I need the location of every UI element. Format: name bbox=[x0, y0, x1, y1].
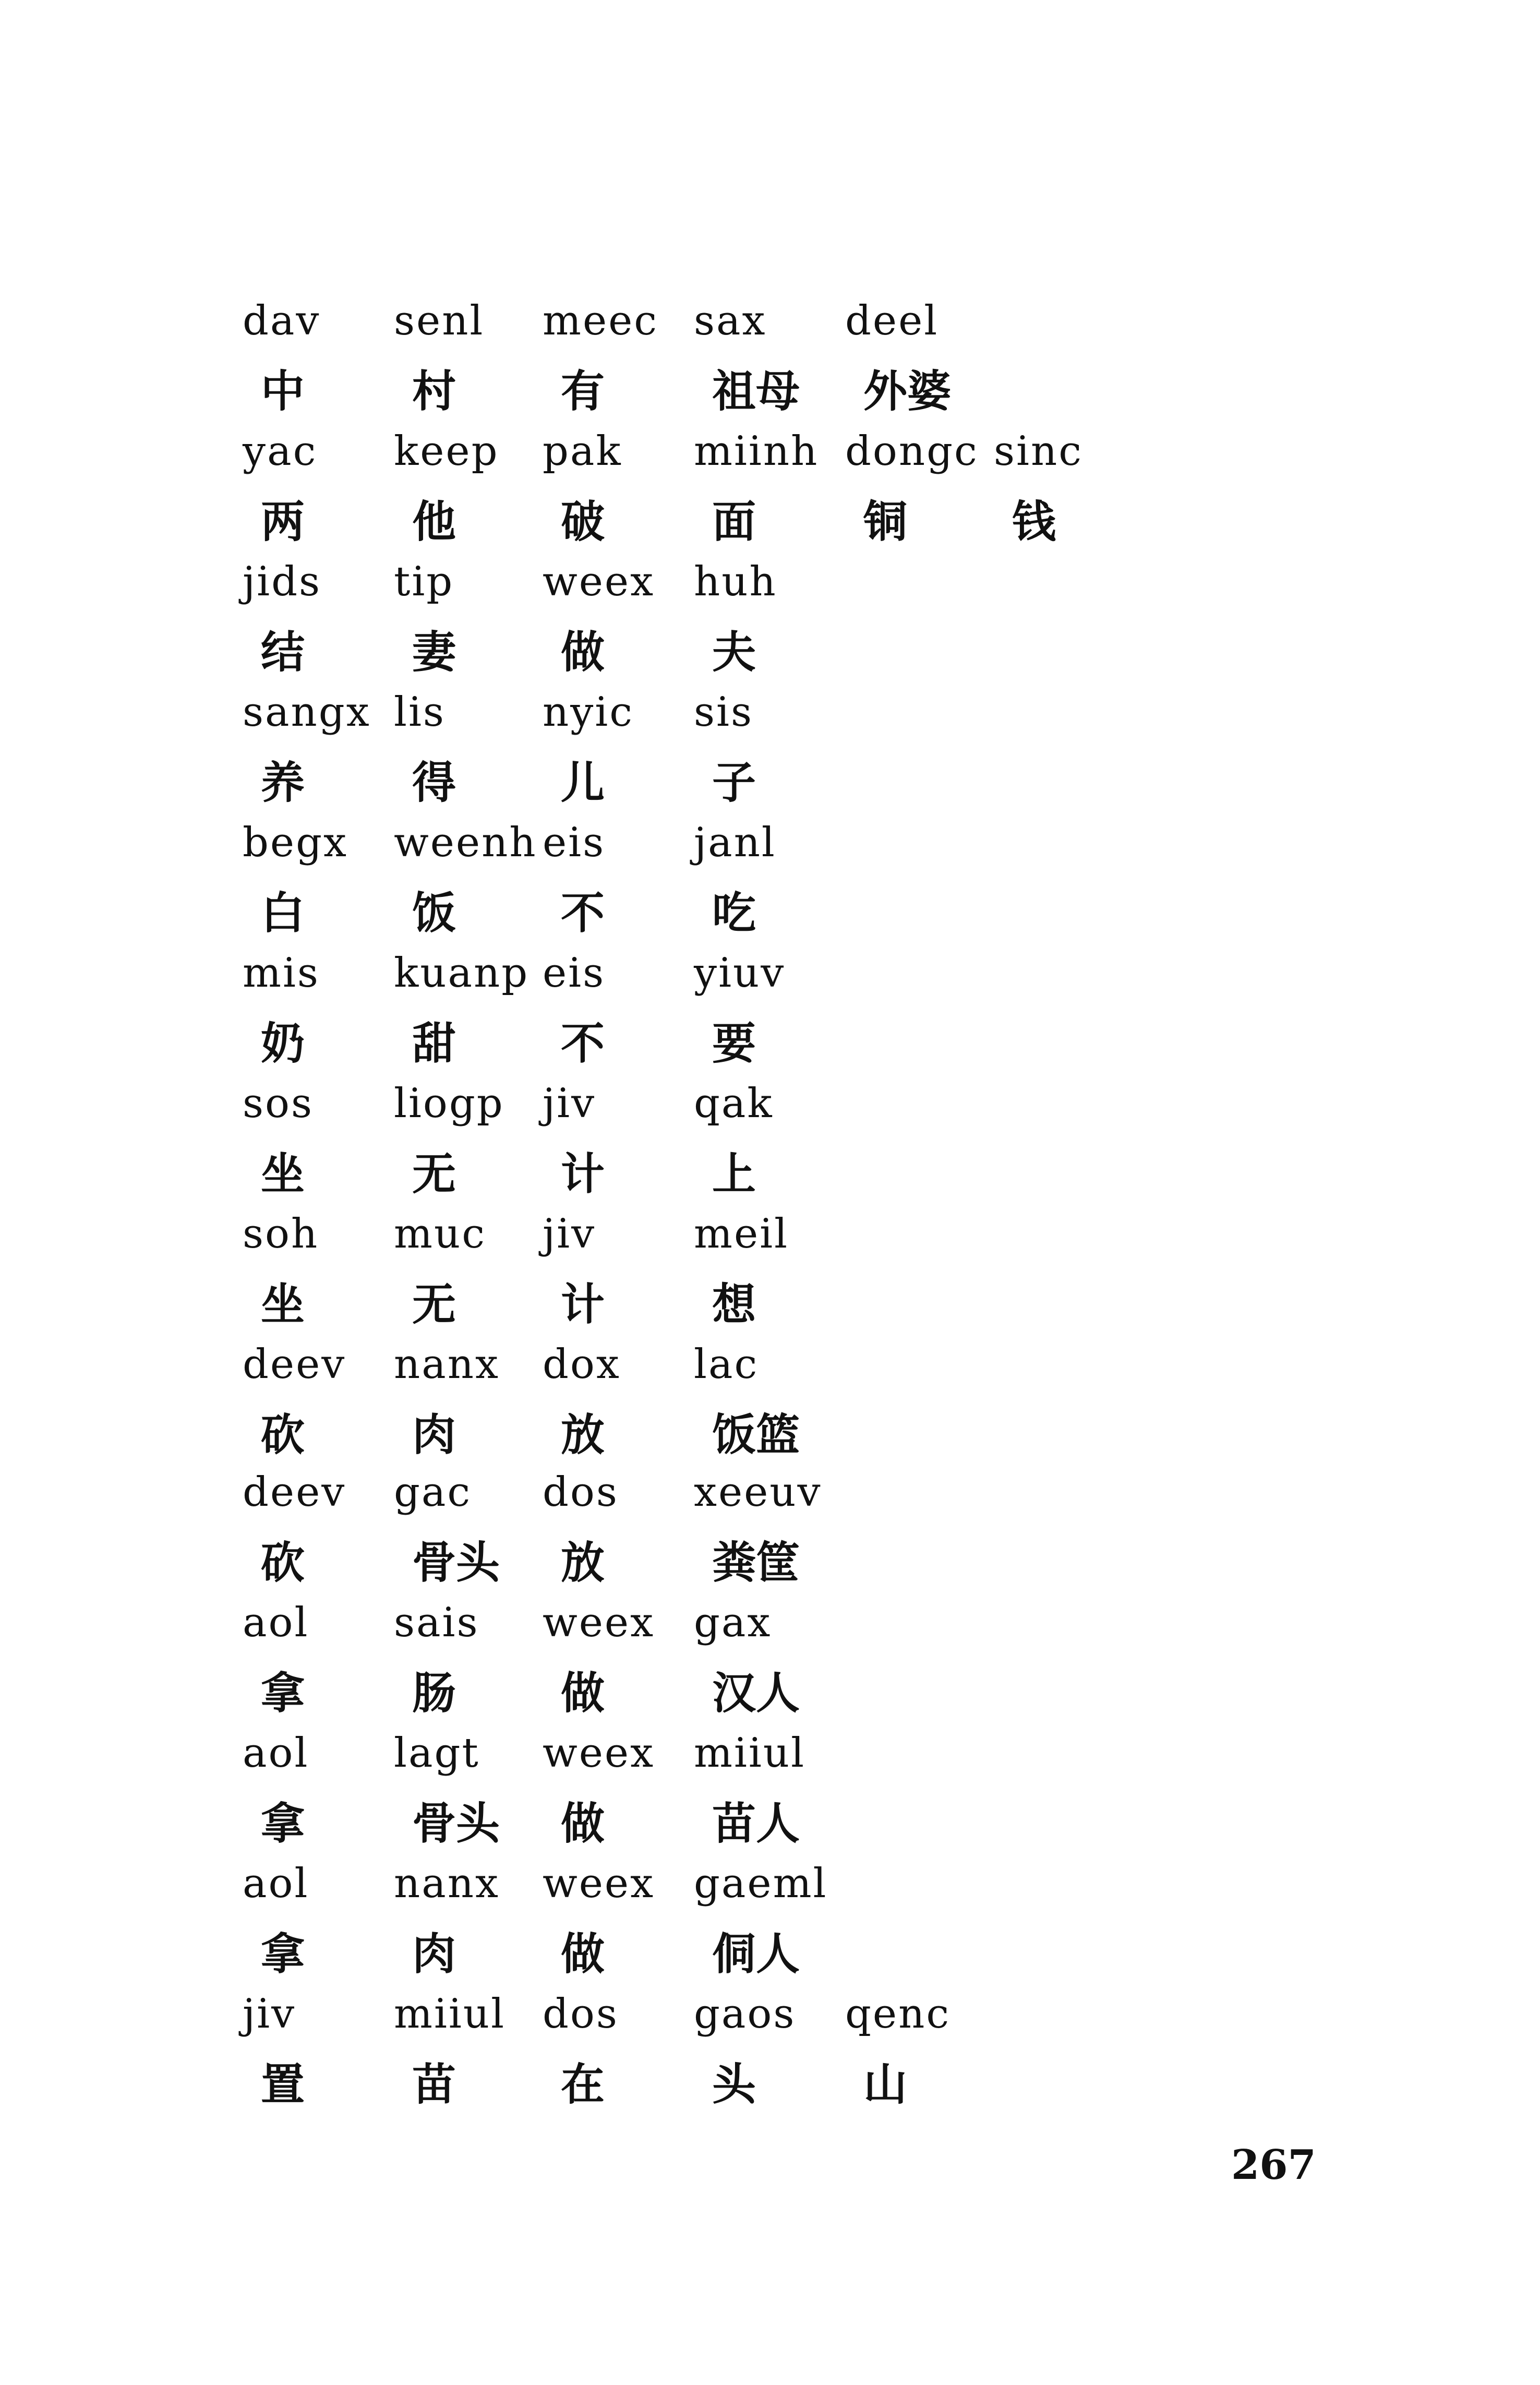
hanzi-gloss: 苗人 bbox=[712, 1798, 800, 1849]
hanzi-gloss: 养 bbox=[261, 757, 305, 808]
romanized-word: jiv bbox=[243, 1991, 296, 2038]
hanzi-gloss: 骨头 bbox=[412, 1537, 500, 1588]
hanzi-gloss: 计 bbox=[561, 1148, 605, 1200]
hanzi-gloss: 头 bbox=[712, 2059, 756, 2110]
romanized-word: nyic bbox=[543, 689, 634, 736]
hanzi-gloss: 拿 bbox=[261, 1668, 305, 1719]
romanized-word: jiv bbox=[543, 1211, 596, 1257]
hanzi-gloss: 做 bbox=[561, 1798, 605, 1849]
hanzi-gloss: 山 bbox=[863, 2059, 908, 2110]
hanzi-gloss: 苗 bbox=[412, 2059, 456, 2110]
romanized-word: nanx bbox=[394, 1860, 500, 1907]
romanized-word: miinh bbox=[694, 428, 819, 475]
romanized-word: begx bbox=[243, 819, 348, 866]
romanized-word: lagt bbox=[394, 1730, 480, 1777]
romanized-word: weenh bbox=[394, 819, 537, 866]
hanzi-gloss: 不 bbox=[561, 1018, 605, 1069]
hanzi-gloss: 破 bbox=[561, 496, 605, 547]
romanized-word: miiul bbox=[694, 1730, 806, 1777]
page-number: 267 bbox=[1231, 2141, 1316, 2189]
romanized-word: weex bbox=[543, 1860, 655, 1907]
romanized-line bbox=[0, 1325, 1540, 1404]
romanized-word: tip bbox=[394, 558, 454, 605]
romanized-word: sais bbox=[394, 1599, 479, 1646]
hanzi-gloss: 村 bbox=[412, 366, 456, 417]
hanzi-gloss: 要 bbox=[712, 1018, 756, 1069]
hanzi-gloss: 在 bbox=[561, 2059, 605, 2110]
hanzi-gloss: 无 bbox=[412, 1148, 456, 1200]
romanized-word: weex bbox=[543, 1730, 655, 1777]
hanzi-gloss: 面 bbox=[712, 496, 756, 547]
hanzi-gloss: 放 bbox=[561, 1409, 605, 1460]
romanized-word: gax bbox=[694, 1599, 772, 1646]
romanized-word: deev bbox=[243, 1469, 346, 1516]
romanized-line bbox=[0, 543, 1540, 621]
hanzi-gloss: 做 bbox=[561, 1668, 605, 1719]
romanized-word: xeeuv bbox=[694, 1469, 822, 1516]
romanized-line bbox=[0, 1714, 1540, 1792]
romanized-line bbox=[0, 934, 1540, 1012]
hanzi-gloss: 夫 bbox=[712, 627, 756, 678]
hanzi-gloss: 白 bbox=[261, 888, 305, 939]
romanized-word: eis bbox=[543, 950, 606, 997]
romanized-line bbox=[0, 1453, 1540, 1531]
hanzi-gloss: 拿 bbox=[261, 1798, 305, 1849]
romanized-word: qak bbox=[694, 1080, 774, 1127]
romanized-word: weex bbox=[543, 1599, 655, 1646]
romanized-word: muc bbox=[394, 1211, 486, 1257]
hanzi-gloss: 结 bbox=[261, 627, 305, 678]
hanzi-gloss: 骨头 bbox=[412, 1798, 500, 1849]
hanzi-gloss: 饭 bbox=[412, 888, 456, 939]
romanized-word: jids bbox=[243, 558, 322, 605]
romanized-word: miiul bbox=[394, 1991, 506, 2038]
romanized-word: jiv bbox=[543, 1080, 596, 1127]
romanized-word: sinc bbox=[994, 428, 1083, 475]
romanized-line bbox=[0, 1584, 1540, 1662]
romanized-word: huh bbox=[694, 558, 777, 605]
hanzi-gloss: 做 bbox=[561, 1928, 605, 1980]
hanzi-gloss: 肠 bbox=[412, 1668, 456, 1719]
hanzi-gloss: 砍 bbox=[261, 1537, 305, 1588]
hanzi-gloss: 有 bbox=[561, 366, 605, 417]
hanzi-gloss: 奶 bbox=[261, 1018, 305, 1069]
romanized-word: qenc bbox=[845, 1991, 951, 2038]
romanized-word: deev bbox=[243, 1341, 346, 1388]
romanized-line bbox=[0, 1195, 1540, 1273]
romanized-word: dos bbox=[543, 1469, 619, 1516]
hanzi-gloss: 子 bbox=[712, 757, 756, 808]
romanized-word: dav bbox=[243, 297, 321, 344]
romanized-word: meec bbox=[543, 297, 658, 344]
hanzi-gloss: 计 bbox=[561, 1279, 605, 1330]
hanzi-gloss: 侗人 bbox=[712, 1928, 800, 1980]
hanzi-gloss: 上 bbox=[712, 1148, 756, 1200]
hanzi-gloss: 想 bbox=[712, 1279, 756, 1330]
hanzi-gloss: 拿 bbox=[261, 1928, 305, 1980]
romanized-word: dongc bbox=[845, 428, 979, 475]
romanized-word: dox bbox=[543, 1341, 621, 1388]
hanzi-gloss: 妻 bbox=[412, 627, 456, 678]
hanzi-gloss: 汉人 bbox=[712, 1668, 800, 1719]
romanized-word: mis bbox=[243, 950, 320, 997]
romanized-word: gaos bbox=[694, 1991, 796, 2038]
romanized-word: dos bbox=[543, 1991, 619, 2038]
romanized-word: kuanp bbox=[394, 950, 530, 997]
romanized-word: lac bbox=[694, 1341, 759, 1388]
romanized-word: eis bbox=[543, 819, 606, 866]
romanized-word: janl bbox=[694, 819, 776, 866]
hanzi-gloss-line bbox=[0, 2045, 1540, 2124]
hanzi-gloss: 坐 bbox=[261, 1279, 305, 1330]
romanized-word: liogp bbox=[394, 1080, 504, 1127]
romanized-word: aol bbox=[243, 1599, 309, 1646]
hanzi-gloss: 铜 bbox=[863, 496, 908, 547]
hanzi-gloss: 得 bbox=[412, 757, 456, 808]
romanized-word: deel bbox=[845, 297, 939, 344]
hanzi-gloss: 他 bbox=[412, 496, 456, 547]
romanized-word: meil bbox=[694, 1211, 789, 1257]
romanized-word: gac bbox=[394, 1469, 472, 1516]
hanzi-gloss: 钱 bbox=[1012, 496, 1056, 547]
hanzi-gloss: 中 bbox=[261, 366, 305, 417]
hanzi-gloss: 祖母 bbox=[712, 366, 800, 417]
hanzi-gloss: 饭篮 bbox=[712, 1409, 800, 1460]
romanized-word: keep bbox=[394, 428, 499, 475]
romanized-line bbox=[0, 1064, 1540, 1143]
romanized-word: weex bbox=[543, 558, 655, 605]
hanzi-gloss: 外婆 bbox=[863, 366, 952, 417]
romanized-word: gaeml bbox=[694, 1860, 828, 1907]
romanized-word: lis bbox=[394, 689, 446, 736]
romanized-word: nanx bbox=[394, 1341, 500, 1388]
hanzi-gloss: 做 bbox=[561, 627, 605, 678]
romanized-word: sax bbox=[694, 297, 767, 344]
hanzi-gloss: 坐 bbox=[261, 1148, 305, 1200]
romanized-word: sos bbox=[243, 1080, 314, 1127]
hanzi-gloss: 不 bbox=[561, 888, 605, 939]
romanized-line bbox=[0, 1975, 1540, 2053]
romanized-line bbox=[0, 412, 1540, 490]
romanized-word: sis bbox=[694, 689, 754, 736]
romanized-word: senl bbox=[394, 297, 485, 344]
romanized-word: aol bbox=[243, 1730, 309, 1777]
hanzi-gloss: 两 bbox=[261, 496, 305, 547]
hanzi-gloss: 无 bbox=[412, 1279, 456, 1330]
hanzi-gloss: 儿 bbox=[561, 757, 605, 808]
hanzi-gloss: 放 bbox=[561, 1537, 605, 1588]
romanized-word: yiuv bbox=[694, 950, 786, 997]
hanzi-gloss: 砍 bbox=[261, 1409, 305, 1460]
romanized-line bbox=[0, 282, 1540, 360]
romanized-line bbox=[0, 804, 1540, 882]
hanzi-gloss: 肉 bbox=[412, 1928, 456, 1980]
hanzi-gloss: 粪筐 bbox=[712, 1537, 800, 1588]
romanized-word: aol bbox=[243, 1860, 309, 1907]
romanized-line bbox=[0, 1844, 1540, 1923]
romanized-word: yac bbox=[243, 428, 318, 475]
romanized-word: pak bbox=[543, 428, 622, 475]
hanzi-gloss: 置 bbox=[261, 2059, 305, 2110]
romanized-line bbox=[0, 673, 1540, 751]
hanzi-gloss: 肉 bbox=[412, 1409, 456, 1460]
hanzi-gloss: 吃 bbox=[712, 888, 756, 939]
romanized-word: sangx bbox=[243, 689, 371, 736]
romanized-word: soh bbox=[243, 1211, 319, 1257]
hanzi-gloss: 甜 bbox=[412, 1018, 456, 1069]
